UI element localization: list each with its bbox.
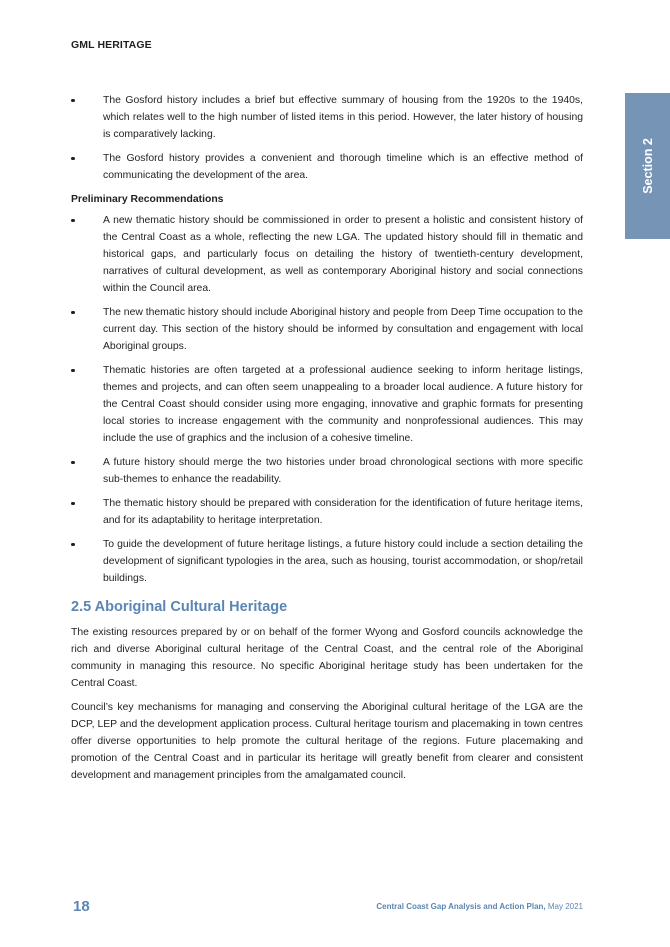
list-item [71,495,583,529]
section-tab-label: Section 2 [640,138,655,194]
recommendations-list [71,212,583,587]
list-item-text: A future history should merge the two histories under broad chronological sections with more specific sub-themes to enhance the readability. [103,457,583,485]
list-item-text: The Gosford history provides a convenient and thorough timeline which is an effective method of communicating the development of the area. [103,153,583,181]
section-paragraph: Council’s key mechanisms for managing and conserving the Aboriginal cultural heritage of the LGA are the DCP, LEP and the development application process. Cultural heritage tourism and placemaking in town centres offer diverse opportunities to help promote the cultural heritage of the regions. Future placemaking and promotion of the Central Coast and in particular its heritage will greatly benefit from clearer and consistent development and management principles from the amalgamated council. [71,702,583,781]
footer-doc-info [376,902,583,911]
header-title: GML HERITAGE [71,39,152,51]
list-item [71,536,583,587]
bullet-icon [71,369,75,373]
bullet-icon [71,99,75,103]
footer-date: May 2021 [545,902,583,911]
list-item [71,362,583,447]
list-item-text: The Gosford history includes a brief but effective summary of housing from the 1920s to the 1940s, which relates well to the high number of listed items in this period. However, the later history of housing is comparatively lacking. [103,95,583,140]
bullet-icon [71,157,75,161]
bullet-icon [71,219,75,223]
page-content [71,92,583,791]
bullet-icon [71,311,75,315]
bullet-icon [71,461,75,465]
list-item-text: The new thematic history should include Aboriginal history and people from Deep Time occupation to the current day. This section of the history should be informed by consultation and engagement with local Aboriginal groups. [103,307,583,352]
bullet-icon [71,502,75,506]
list-item-text: The thematic history should be prepared with consideration for the identification of future heritage items, and for its adaptability to heritage interpretation. [103,498,583,526]
list-item [71,304,583,355]
list-item [71,150,583,184]
bullet-icon [71,543,75,547]
section-paragraph: The existing resources prepared by or on behalf of the former Wyong and Gosford councils acknowledge the rich and diverse Aboriginal cultural heritage of the Central Coast, and the central role of the Aboriginal community in managing this resource. No specific Aboriginal heritage study has been undertaken for the Central Coast. [71,627,583,689]
list-item [71,454,583,488]
list-item-text: A new thematic history should be commissioned in order to present a holistic and consistent history of the Central Coast as a whole, reflecting the new LGA. The updated history should fill in thematic and historical gaps, and particularly focus on detailing the history of twentieth-century development, narratives of cultural development, as well as contemporary Aboriginal history and social connections within the Council area. [103,215,583,294]
list-item-text: Thematic histories are often targeted at a professional audience seeking to inform heritage listings, themes and projects, and can often seem unappealing to a broader local audience. A future history for the Central Coast should consider using more engaging, innovative and graphic formats for presenting local stories to increase engagement with the community and nonprofessional audiences. This may include the use of graphics and the inclusion of a cohesive timeline. [103,365,583,444]
section-tab [625,93,670,239]
preliminary-recommendations-heading: Preliminary Recommendations [71,194,224,205]
bullet-list-top [71,92,583,184]
list-item [71,212,583,297]
list-item [71,92,583,143]
list-item-text: To guide the development of future heritage listings, a future history could include a section detailing the development of significant typologies in the area, such as housing, tourist accommodation, or shop/retail buildings. [103,539,583,584]
section-heading: 2.5 Aboriginal Cultural Heritage [71,599,288,615]
footer-doc-title: Central Coast Gap Analysis and Action Plan, [376,902,546,911]
page-number: 18 [73,898,90,915]
